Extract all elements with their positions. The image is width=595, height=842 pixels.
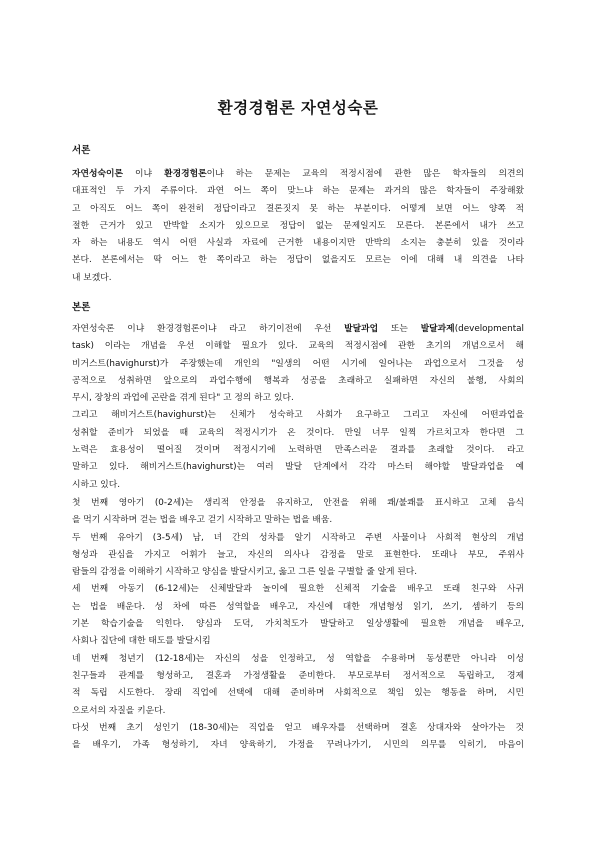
text-line [72, 651, 524, 668]
bold-term: 발달과제 [420, 324, 455, 334]
text-line [72, 252, 524, 269]
text-run: (developmental [454, 324, 524, 334]
text-line [72, 373, 524, 390]
text-line [72, 737, 524, 754]
text-run: 을 배우기, 가족 형성하기, 자녀 양육하기, 가정을 꾸려나가기, 시민의 의무를 익히기, 마음이 [72, 740, 524, 751]
text-line [72, 235, 524, 252]
text-run: 공적으로 성취하면 앞으로의 과업수행에 행복과 성공을 초래하고 실패하면 자신의 불행, 사회의 [72, 375, 524, 386]
text-run: 노력은 효용성이 떨어질 것이며 적정시기에 노력하면 만족스러운 결과를 초래할 것이다. 라고 [72, 445, 524, 456]
text-run: 세 번째 아동기 (6-12세)는 신체발달과 놀이에 필요한 신체적 기술을 배우고 또래 친구와 사귀 [72, 584, 524, 595]
bold-term: 자연성숙이론 [72, 169, 123, 179]
text-run: 말하고 있다. 해비거스트(havighurst)는 여러 발달 단계에서 각각 마스터 해야할 발달과업을 예 [72, 462, 524, 473]
text-line [72, 599, 524, 616]
text-line [72, 530, 524, 547]
text-line [72, 512, 524, 529]
text-run: 친구들과 관계를 형성하고, 결혼과 가정생활을 준비한다. 부모로부터 정서적으로 독립하고, 경제 [72, 670, 524, 681]
text-run: 그리고 해비거스트(havighurst)는 신체가 성숙하고 사회가 요구하고 그리고 자신에 어떤과업을 [72, 410, 524, 421]
section-heading-intro: 서론 [72, 145, 91, 156]
text-run: 본다. 본론에서는 딱 어느 한 쪽이라고 하는 정답이 없을지도 모르는 이에 대해 내 의견을 나타 [72, 255, 524, 266]
text-line [72, 564, 524, 581]
text-run: 무시, 장창의 과업에 곤란을 겪게 된다" 고 정의 하고 있다. [72, 393, 294, 404]
text-run: 시하고 있다. [72, 479, 121, 490]
text-run: 을 먹기 시작하며 걷는 법을 배우고 걷기 시작하고 말하는 법을 배움. [72, 515, 333, 526]
section-heading-body: 본론 [72, 302, 91, 313]
text-run: 는 법을 배운다. 성 차에 따른 성역할을 배우고, 자신에 대한 개념형성 읽기, 쓰기, 셈하기 등의 [72, 601, 524, 612]
text-line [72, 703, 524, 720]
text-line [72, 201, 524, 218]
text-line [72, 356, 524, 373]
text-line [72, 166, 524, 183]
text-line [72, 495, 524, 512]
text-line [72, 407, 524, 424]
body-paragraph-2 [72, 495, 524, 754]
text-run: 자연성숙론 이냐 환경경험론이냐 라고 하기이전에 우선 [72, 324, 345, 334]
text-line [72, 218, 524, 235]
text-run: 비거스트(havighurst)가 주장했는데 개인의 "일생의 어떤 시기에 일어나는 과업으로서 그것을 성 [72, 358, 524, 369]
text-run: 이냐 [123, 169, 165, 179]
text-run: 절한 근거가 있고 반박할 소지가 있으므로 정답이 없는 문제일지도 모른다. 본론에서 내가 쓰고 [72, 220, 524, 231]
text-line [72, 442, 524, 459]
text-line [72, 321, 524, 338]
document-title: 환경경험론 자연성숙론 [217, 99, 379, 117]
text-line [72, 633, 524, 650]
text-line [72, 390, 524, 407]
text-line [72, 425, 524, 442]
text-line [72, 616, 524, 633]
text-line [72, 668, 524, 685]
text-run: 적 독립 시도한다. 장래 직업에 선택에 대해 준비하며 사회적으로 책임 있는 행동을 하며, 시민 [72, 688, 524, 699]
text-run: task) 이라는 개념을 우선 이해할 필요가 있다. 교육의 적정시점에 관한 초기의 개념으로서 해 [72, 341, 524, 352]
text-line [72, 685, 524, 702]
text-run: 성취할 준비가 되었을 때 교육의 적정시기가 온 것이다. 만일 너무 일찍 가르치고자 한다면 그 [72, 427, 524, 438]
text-run: 으로서의 자질을 키운다. [72, 705, 166, 716]
text-run: 다섯 번째 초기 성인기 (18-30세)는 직업을 얻고 배우자를 선택하며 결혼 상대자와 살아가는 것 [72, 722, 524, 733]
text-run: 두 번째 유아기 (3-5세) 남, 녀 간의 성차를 알기 시작하고 주변 사물이나 사회적 현상의 개념 [72, 532, 524, 543]
text-line [72, 459, 524, 476]
text-run: 람들의 감정을 이해하기 시작하고 양심을 발달시키고, 옳고 그른 일을 구별할 줄 알게 된다. [72, 567, 418, 578]
text-line [72, 270, 524, 287]
text-line [72, 581, 524, 598]
text-run: 또는 [378, 324, 421, 334]
text-line [72, 720, 524, 737]
bold-term: 환경경험론 [164, 169, 207, 179]
text-run: 네 번째 청년기 (12-18세)는 자신의 성을 인정하고, 성 역할을 수용하며 동성뿐만 아니라 이성 [72, 653, 524, 664]
bold-term: 발달과업 [344, 324, 379, 334]
text-run: 내 보겠다. [72, 272, 112, 283]
text-line [72, 547, 524, 564]
text-run: 첫 번째 영아기 (0-2세)는 생리적 안정을 유지하고, 안전을 위해 쾌/불쾌를 표시하고 고체 음식 [72, 498, 524, 508]
text-run: 자 하는 내용도 역시 어떤 사실과 자료에 근거한 내용이지만 반박의 소지는 충분히 있을 것이라 [72, 238, 524, 249]
text-line [72, 183, 524, 200]
text-run: 사회나 집단에 대한 태도를 발달시킴 [72, 636, 211, 647]
text-run: 형성과 관심을 가지고 어휘가 늘고, 자신의 의사나 감정을 말로 표현한다. 또래나 부모, 주위사 [72, 549, 524, 560]
intro-paragraph [72, 166, 524, 287]
text-line [72, 338, 524, 355]
body-paragraph-1 [72, 321, 524, 494]
text-run: 대표적인 두 가지 주류이다. 과연 어느 쪽이 맞느냐 하는 문제는 과거의 많은 학자들이 주장해왔 [72, 186, 524, 197]
text-run: 기본 학습기술을 익힌다. 양심과 도덕, 가치척도가 발달하고 일상생활에 필요한 개념을 배우고, [72, 619, 524, 630]
text-line [72, 477, 524, 494]
text-run: 고 아직도 어느 쪽이 완전히 정답이라고 결론짓지 못 하는 부분이다. 어떻게 보면 어느 양쪽 적 [72, 203, 524, 214]
text-run: 이냐 하는 문제는 교육의 적정시점에 관한 많은 학자들의 의견의 [206, 169, 524, 179]
